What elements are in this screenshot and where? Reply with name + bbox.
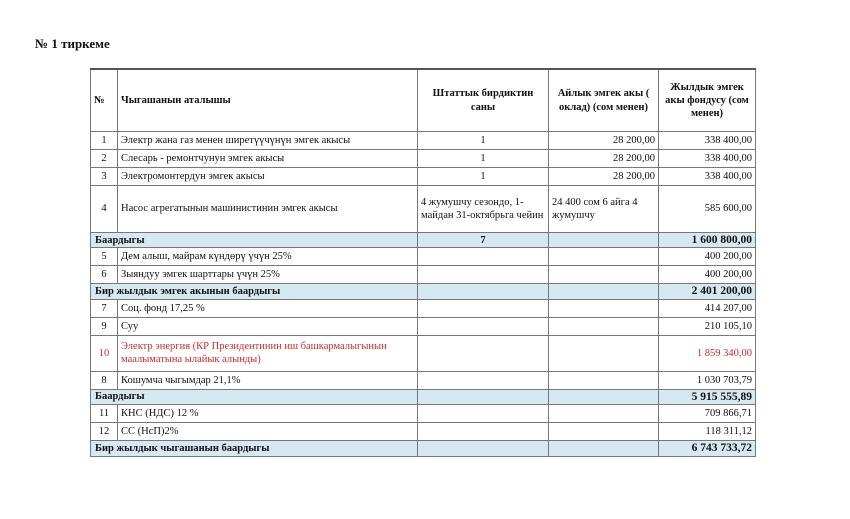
col-header-staff: Штаттык бирдиктин саны — [418, 69, 549, 132]
table-row — [91, 423, 756, 441]
total-wage-annual: 2 401 200,00 — [659, 284, 756, 299]
row-num: 1 — [91, 132, 118, 150]
row-monthly — [549, 299, 659, 317]
row-monthly — [549, 266, 659, 284]
row-num: 6 — [91, 266, 118, 284]
annex-title: № 1 тиркеме — [35, 36, 110, 51]
row-num: 11 — [91, 405, 118, 423]
row-monthly: 24 400 сом 6 айга 4 жумушчу — [549, 186, 659, 233]
total-wage-staff — [418, 284, 549, 299]
subtotal-staff — [418, 389, 549, 404]
row-name: Электр жана газ менен ширетүүчүнүн эмгек акысы — [118, 132, 418, 150]
row-name: Суу — [118, 317, 418, 335]
subtotal-staff: 7 — [418, 233, 549, 248]
row-staff — [418, 371, 549, 389]
row-num: 8 — [91, 371, 118, 389]
total-wage-label: Бир жылдык эмгек акынын баардыгы — [91, 284, 418, 299]
row-staff: 1 — [418, 168, 549, 186]
row-num: 4 — [91, 186, 118, 233]
row-name: Электр энергия (КР Президентинин иш башкармалыгынын маалыматына ылайык алынды) — [118, 335, 418, 371]
row-name: КНС (НДС) 12 % — [118, 405, 418, 423]
grand-total-annual: 6 743 733,72 — [659, 441, 756, 456]
grand-total-staff — [418, 441, 549, 456]
row-annual: 338 400,00 — [659, 168, 756, 186]
subtotal-monthly — [549, 389, 659, 404]
col-header-num: № — [91, 69, 118, 132]
row-monthly — [549, 248, 659, 266]
row-staff: 4 жумушчу сезондо, 1-майдан 31-октябрьга чейин — [418, 186, 549, 233]
row-annual: 210 105,10 — [659, 317, 756, 335]
row-annual: 400 200,00 — [659, 266, 756, 284]
table-header-row — [91, 69, 756, 132]
row-monthly — [549, 317, 659, 335]
row-staff — [418, 299, 549, 317]
subtotal-annual: 1 600 800,00 — [659, 233, 756, 248]
col-header-annual: Жылдык эмгек акы фондусу (сом менен) — [659, 69, 756, 132]
row-monthly: 28 200,00 — [549, 168, 659, 186]
row-name: Дем алыш, майрам күндөрү үчүн 25% — [118, 248, 418, 266]
subtotal-label: Баардыгы — [91, 389, 418, 404]
grand-total-row — [91, 441, 756, 456]
subtotal-annual: 5 915 555,89 — [659, 389, 756, 404]
row-monthly — [549, 405, 659, 423]
table-row — [91, 405, 756, 423]
table-row — [91, 150, 756, 168]
row-annual: 338 400,00 — [659, 132, 756, 150]
table-row — [91, 186, 756, 233]
row-annual: 118 311,12 — [659, 423, 756, 441]
row-num: 7 — [91, 299, 118, 317]
grand-total-monthly — [549, 441, 659, 456]
table-row — [91, 248, 756, 266]
row-staff — [418, 248, 549, 266]
row-monthly — [549, 371, 659, 389]
col-header-name: Чыгашанын аталышы — [118, 69, 418, 132]
subtotal-monthly — [549, 233, 659, 248]
table-row — [91, 371, 756, 389]
table-row — [91, 132, 756, 150]
subtotal-label: Баардыгы — [91, 233, 418, 248]
expense-table — [90, 68, 756, 457]
row-num: 10 — [91, 335, 118, 371]
subtotal-row — [91, 389, 756, 404]
row-staff: 1 — [418, 132, 549, 150]
table-row — [91, 299, 756, 317]
table-row — [91, 168, 756, 186]
row-annual: 1 030 703,79 — [659, 371, 756, 389]
table-row — [91, 266, 756, 284]
row-annual: 400 200,00 — [659, 248, 756, 266]
row-num: 12 — [91, 423, 118, 441]
row-name: Слесарь - ремонтчунун эмгек акысы — [118, 150, 418, 168]
row-staff — [418, 423, 549, 441]
total-wage-monthly — [549, 284, 659, 299]
row-monthly: 28 200,00 — [549, 132, 659, 150]
row-annual: 338 400,00 — [659, 150, 756, 168]
row-staff — [418, 266, 549, 284]
table-row — [91, 335, 756, 371]
row-monthly — [549, 423, 659, 441]
row-staff — [418, 335, 549, 371]
row-staff: 1 — [418, 150, 549, 168]
row-name: Электромонтердун эмгек акысы — [118, 168, 418, 186]
total-wage-row — [91, 284, 756, 299]
col-header-monthly: Айлык эмгек акы ( оклад) (сом менен) — [549, 69, 659, 132]
row-num: 3 — [91, 168, 118, 186]
table-row — [91, 317, 756, 335]
row-name: Насос агрегатынын машинистинин эмгек акысы — [118, 186, 418, 233]
row-staff — [418, 317, 549, 335]
subtotal-row — [91, 233, 756, 248]
row-num: 5 — [91, 248, 118, 266]
row-name: Кошумча чыгымдар 21,1% — [118, 371, 418, 389]
row-annual: 414 207,00 — [659, 299, 756, 317]
row-annual: 709 866,71 — [659, 405, 756, 423]
grand-total-label: Бир жылдык чыгашанын баардыгы — [91, 441, 418, 456]
row-name: Зыяндуу эмгек шарттары үчүн 25% — [118, 266, 418, 284]
row-num: 9 — [91, 317, 118, 335]
row-monthly: 28 200,00 — [549, 150, 659, 168]
row-name: Соц. фонд 17,25 % — [118, 299, 418, 317]
row-num: 2 — [91, 150, 118, 168]
row-annual: 1 859 340,00 — [659, 335, 756, 371]
row-monthly — [549, 335, 659, 371]
row-staff — [418, 405, 549, 423]
row-annual: 585 600,00 — [659, 186, 756, 233]
row-name: СС (НсП)2% — [118, 423, 418, 441]
